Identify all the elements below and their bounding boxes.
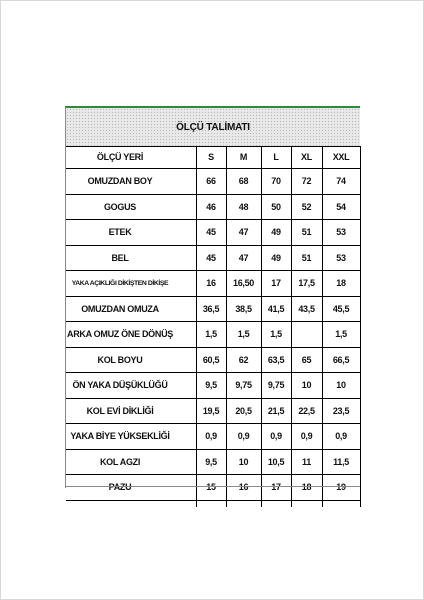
table-row	[66, 245, 360, 271]
table-row-partial	[66, 500, 360, 507]
measurement-value: 9,75	[261, 373, 291, 399]
measurement-value: 19	[322, 475, 360, 501]
empty-cell	[174, 245, 196, 271]
measurement-value: 66	[196, 169, 226, 195]
measurement-value: 60,5	[196, 347, 226, 373]
measurement-value: 72	[291, 169, 322, 195]
measurement-value: 68	[226, 169, 261, 195]
size-header-xl: XL	[291, 146, 322, 169]
measurement-value: 16	[196, 271, 226, 297]
measurement-label: PAZU	[66, 475, 174, 501]
measurement-value: 19,5	[196, 398, 226, 424]
measurement-value: 18	[322, 271, 360, 297]
measurement-value: 46	[196, 194, 226, 220]
measurement-value: 51	[291, 220, 322, 246]
measurement-label: OMUZDAN OMUZA	[66, 296, 174, 322]
measurement-value: 10,5	[261, 449, 291, 475]
empty-cell	[196, 500, 226, 507]
table-row	[66, 220, 360, 246]
table-row	[66, 373, 360, 399]
measurement-value: 63,5	[261, 347, 291, 373]
measurement-value: 41,5	[261, 296, 291, 322]
measurement-value: 17	[261, 475, 291, 501]
measurement-value: 0,9	[322, 424, 360, 450]
measurement-value: 54	[322, 194, 360, 220]
table-row	[66, 322, 360, 348]
sheet-bottom-edge	[66, 486, 360, 487]
measurement-value: 0,9	[261, 424, 291, 450]
table-row	[66, 169, 360, 195]
empty-cell	[66, 500, 174, 507]
empty-cell	[174, 322, 196, 348]
empty-cell	[322, 500, 360, 507]
measurement-value: 23,5	[322, 398, 360, 424]
measurement-label: ÖN YAKA DÜŞÜKLÜĞÜ	[66, 373, 174, 399]
measurement-value: 49	[261, 220, 291, 246]
measurement-label: KOL AGZI	[66, 449, 174, 475]
measurement-label: OMUZDAN BOY	[66, 169, 174, 195]
measurement-value: 45	[196, 220, 226, 246]
measurement-value: 15	[196, 475, 226, 501]
measurement-value: 21,5	[261, 398, 291, 424]
size-table	[66, 146, 361, 507]
measurement-value: 22,5	[291, 398, 322, 424]
table-row	[66, 398, 360, 424]
measurement-value: 10	[226, 449, 261, 475]
measurement-label: KOL EVİ DİKLİĞİ	[66, 398, 174, 424]
measurement-value: 17	[261, 271, 291, 297]
measurement-value: 9,5	[196, 449, 226, 475]
table-row	[66, 271, 360, 297]
measurement-value: 43,5	[291, 296, 322, 322]
measurement-value: 74	[322, 169, 360, 195]
measurement-value: 16,50	[226, 271, 261, 297]
table-row	[66, 296, 360, 322]
measurement-value: 52	[291, 194, 322, 220]
table-row	[66, 347, 360, 373]
table-row	[66, 424, 360, 450]
size-header-xxl: XXL	[322, 146, 360, 169]
measurement-value: 0,9	[196, 424, 226, 450]
table-row	[66, 475, 360, 501]
size-header-s: S	[196, 146, 226, 169]
measurement-value: 1,5	[196, 322, 226, 348]
measurement-value: 65	[291, 347, 322, 373]
measurement-value: 17,5	[291, 271, 322, 297]
measurement-value: 70	[261, 169, 291, 195]
measurement-value: 9,5	[196, 373, 226, 399]
empty-cell	[174, 500, 196, 507]
measurement-value: 62	[226, 347, 261, 373]
measurement-label: ETEK	[66, 220, 174, 246]
empty-cell	[261, 500, 291, 507]
measurement-value: 48	[226, 194, 261, 220]
measurement-value: 10	[291, 373, 322, 399]
size-chart-title: ÖLÇÜ TALİMATI	[66, 108, 360, 147]
measurement-value	[291, 322, 322, 348]
measurement-label: YAKA BİYE YÜKSEKLİĞİ	[66, 424, 174, 450]
measurement-value: 1,5	[226, 322, 261, 348]
empty-cell	[174, 424, 196, 450]
size-header-l: L	[261, 146, 291, 169]
measurement-value: 20,5	[226, 398, 261, 424]
measurement-value: 66,5	[322, 347, 360, 373]
measurement-value: 11	[291, 449, 322, 475]
measurement-label: GOGUS	[66, 194, 174, 220]
measurement-value: 47	[226, 245, 261, 271]
measurement-label: KOL BOYU	[66, 347, 174, 373]
empty-cell	[174, 194, 196, 220]
measurement-value: 45	[196, 245, 226, 271]
empty-cell	[174, 347, 196, 373]
measurement-value: 1,5	[261, 322, 291, 348]
table-row	[66, 449, 360, 475]
measurement-value: 16	[226, 475, 261, 501]
measurement-value: 10	[322, 373, 360, 399]
table-row	[66, 194, 360, 220]
empty-cell	[174, 271, 196, 297]
empty-cell	[174, 398, 196, 424]
header-row	[66, 146, 360, 169]
measurement-value: 53	[322, 220, 360, 246]
size-chart-sheet	[65, 106, 360, 493]
size-header-m: M	[226, 146, 261, 169]
measurement-label: BEL	[66, 245, 174, 271]
measurement-value: 9,75	[226, 373, 261, 399]
empty-cell	[174, 220, 196, 246]
empty-cell	[174, 373, 196, 399]
empty-cell	[174, 449, 196, 475]
measurement-value: 47	[226, 220, 261, 246]
empty-cell	[174, 475, 196, 501]
measurement-value: 0,9	[291, 424, 322, 450]
empty-cell	[174, 169, 196, 195]
measurement-value: 11,5	[322, 449, 360, 475]
measurement-value: 1,5	[322, 322, 360, 348]
measurement-label: YAKA AÇIKLIĞI DİKİŞTEN DİKİŞE	[66, 271, 174, 297]
empty-cell	[174, 296, 196, 322]
measurement-label: ARKA OMUZ ÖNE DÖNÜŞ	[66, 322, 174, 348]
measurement-value: 0,9	[226, 424, 261, 450]
measurement-value: 18	[291, 475, 322, 501]
measurement-value: 53	[322, 245, 360, 271]
measurement-value: 45,5	[322, 296, 360, 322]
measurement-value: 50	[261, 194, 291, 220]
measurement-value: 38,5	[226, 296, 261, 322]
empty-cell	[226, 500, 261, 507]
measurement-value: 51	[291, 245, 322, 271]
empty-cell	[291, 500, 322, 507]
header-label: ÖLÇÜ YERİ	[66, 146, 174, 169]
measurement-value: 49	[261, 245, 291, 271]
empty-cell	[174, 146, 196, 169]
measurement-value: 36,5	[196, 296, 226, 322]
